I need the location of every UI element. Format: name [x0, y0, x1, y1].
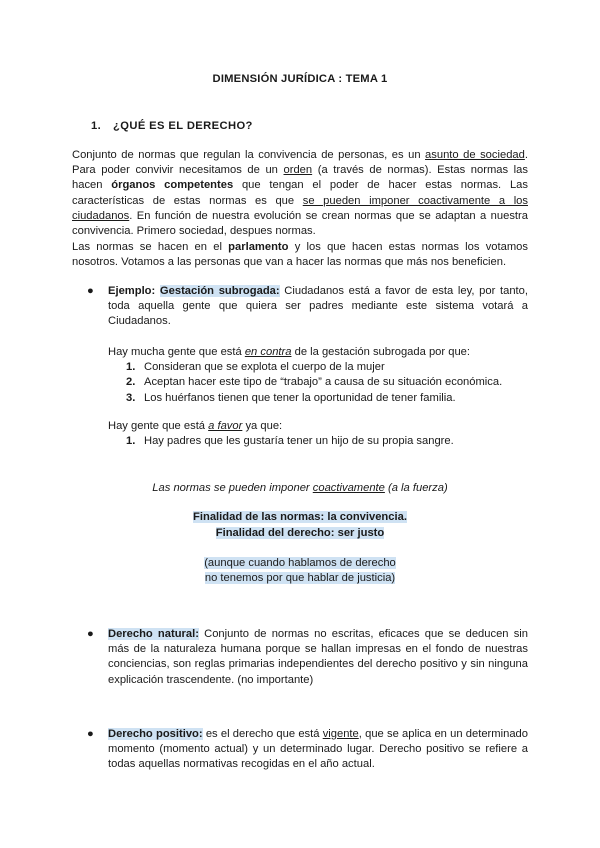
against-block — [108, 345, 528, 406]
example-highlight: Gestación subrogada: — [159, 285, 280, 297]
coactive-text: (a la fuerza) — [384, 482, 448, 494]
favor-text: Hay gente que está — [108, 420, 209, 432]
list-item — [108, 434, 528, 449]
purpose-note-2 — [0, 571, 600, 586]
natural-law-text — [108, 627, 528, 688]
natural-law-body: Conjunto de normas no escritas, eficaces que se deducen sin más de la naturaleza humana porque se hallan impresas en el fondo de nuestras conciencias, son reglas primarias independientes del derecho positivo y sin ninguna explicación trascendente. (no importante) — [108, 628, 528, 686]
positive-law-body: es el derecho que está — [202, 728, 323, 740]
against-intro — [108, 345, 528, 360]
intro-text: (a través de normas). Estas normas las hacen — [72, 164, 528, 192]
coactive-note — [0, 481, 600, 496]
natural-law-bullet — [87, 627, 528, 688]
bullet-icon: ● — [87, 285, 94, 297]
list-number: 1. — [126, 361, 136, 374]
example-body: Ciudadanos está a favor de esta ley, por tanto, toda aquella gente que quiera ser padres mediante este sistema votará a Ciudadanos. — [108, 285, 528, 328]
intro-underline: orden — [283, 164, 313, 177]
intro-text: Conjunto de normas que regulan la convivencia de personas, es un — [72, 149, 426, 161]
positive-law-bullet — [87, 727, 528, 773]
bullet-icon: ● — [87, 728, 94, 740]
intro-text: . En función de nuestra evolución se crean normas que se adaptan a nuestra convivencia. Primero sociedad, despues normas. — [72, 209, 528, 238]
example-bullet — [87, 284, 528, 330]
favor-intro — [108, 419, 528, 434]
natural-law-label: Derecho natural: — [108, 628, 199, 640]
list-item — [108, 391, 528, 406]
intro-text: que tengan el poder de hacer estas normas. Las características de estas normas es que — [72, 179, 528, 207]
purpose-note-text: (aunque cuando hablamos de derecho — [204, 557, 396, 569]
intro-underline: se pueden imponer coactivamente a los ciudadanos — [72, 194, 528, 222]
laws-text: y los que hacen estas normas los votamos nosotros. Votamos a las personas que van a hacer las normas que más nos beneficien. — [72, 241, 528, 269]
laws-bold: parlamento — [228, 241, 289, 253]
intro-underline: asunto de sociedad — [425, 149, 525, 161]
list-text: Aceptan hacer este tipo de “trabajo” a causa de su situación económica. — [144, 376, 503, 389]
purpose-note-1 — [0, 556, 600, 571]
coactive-underline: coactivamente — [312, 482, 385, 494]
positive-law-text — [108, 727, 528, 773]
against-text: Hay mucha gente que está — [108, 346, 245, 358]
intro-paragraph — [72, 148, 528, 239]
laws-paragraph — [72, 240, 528, 270]
coactive-text: Las normas se pueden imponer — [152, 482, 313, 494]
favor-block — [108, 419, 528, 449]
list-number: 3. — [126, 391, 136, 404]
list-item — [108, 360, 528, 375]
positive-law-underline: vigente — [322, 728, 359, 740]
purpose-law: Finalidad del derecho: ser justo — [215, 527, 385, 539]
example-label: Ejemplo: — [108, 285, 160, 297]
against-underline: en contra — [244, 346, 292, 358]
example-text — [108, 284, 528, 330]
laws-text: Las normas se hacen en el — [72, 241, 229, 253]
against-list — [108, 360, 528, 406]
list-text: Hay padres que les gustaría tener un hijo de su propia sangre. — [144, 435, 454, 448]
section-number: 1. — [91, 120, 102, 132]
purpose-line-2 — [0, 526, 600, 541]
bullet-icon: ● — [87, 628, 94, 640]
list-item — [108, 375, 528, 390]
list-text: Consideran que se explota el cuerpo de la mujer — [144, 361, 385, 374]
positive-law-body: , que se aplica en un determinado momento (momento actual) y un determinado lugar. Derecho positivo se refiere a todas aquellas normativas recogidas en el año actual. — [108, 728, 528, 771]
intro-text: . Para poder convivir necesitamos de un — [72, 149, 528, 177]
list-text: Los huérfanos tienen que tener la oportunidad de tener familia. — [144, 391, 456, 404]
positive-law-label: Derecho positivo: — [108, 728, 203, 740]
purpose-norms: Finalidad de las normas: la convivencia. — [193, 511, 407, 523]
favor-underline: a favor — [208, 420, 243, 432]
section-heading — [91, 120, 253, 132]
section-heading-text: ¿QUÉ ES EL DERECHO? — [113, 120, 253, 132]
document-title: DIMENSIÓN JURÍDICA : TEMA 1 — [212, 73, 388, 85]
purpose-line-1 — [0, 510, 600, 525]
purpose-note-text: no tenemos por que hablar de justicia) — [204, 572, 396, 584]
list-number: 2. — [126, 376, 136, 389]
favor-text: ya que: — [242, 420, 283, 432]
intro-bold: órganos competentes — [111, 179, 234, 192]
against-text: de la gestación subrogada por que: — [291, 346, 470, 358]
favor-list — [108, 434, 528, 449]
list-number: 1. — [126, 435, 136, 448]
